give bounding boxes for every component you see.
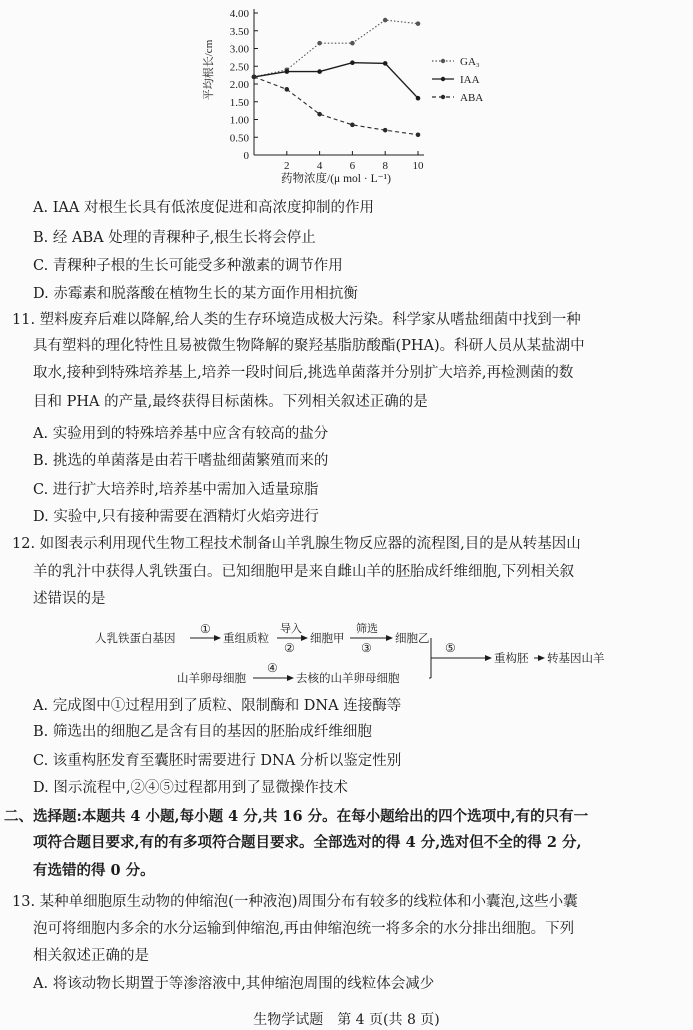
- x-tick-label: 2: [284, 160, 290, 172]
- flow-step-3: ③: [361, 641, 372, 655]
- y-tick-label: 3.00: [229, 43, 249, 56]
- q11-option-b: B. 挑选的单菌落是由若干嗜盐细菌繁殖而来的: [33, 453, 329, 469]
- data-point-ga: [350, 41, 355, 46]
- legend-marker-iaa: [441, 77, 445, 81]
- y-tick-label: 0: [243, 150, 249, 162]
- data-point-ga: [416, 21, 421, 26]
- x-axis-label: 药物浓度/(μ mol · L⁻¹): [281, 173, 391, 185]
- q13-stem-line-3: 相关叙述正确的是: [33, 948, 149, 964]
- flow-step-2: ②: [284, 641, 295, 655]
- y-tick-label: 2.00: [229, 79, 249, 91]
- section-2-line-1: 二、选择题:本题共 4 小题,每小题 4 分,共 16 分。在每小题给出的四个选项中,有的只有一: [4, 808, 589, 825]
- flow-plasmid: 重组质粒: [223, 631, 269, 645]
- data-point-aba: [252, 75, 257, 80]
- series-line-iaa: [254, 63, 418, 98]
- q12-option-a: A. 完成图中①过程用到了质粒、限制酶和 DNA 连接酶等: [33, 698, 402, 714]
- q10-option-a: A. IAA 对根生长具有低浓度促进和高浓度抑制的作用: [33, 200, 374, 216]
- q10-option-b: B. 经 ABA 处理的青稞种子,根生长将会停止: [33, 230, 316, 246]
- data-point-aba: [317, 112, 322, 117]
- q12-option-b: B. 筛选出的细胞乙是含有目的基因的胚胎成纤维细胞: [33, 724, 372, 740]
- flow-egg: 山羊卵母细胞: [177, 671, 246, 685]
- q11-stem-line-3: 取水,接种到特殊培养基上,培养一段时间后,挑选单菌落并分别扩大培养,再检测菌的数: [33, 365, 574, 381]
- q12-option-c: C. 该重构胚发育至囊胚时需要进行 DNA 分析以鉴定性别: [33, 753, 402, 769]
- flow-goat: 转基因山羊: [547, 651, 605, 665]
- q11-option-a: A. 实验用到的特殊培养基中应含有较高的盐分: [33, 426, 329, 442]
- data-point-iaa: [383, 61, 388, 66]
- q12-stem-line-2: 羊的乳汁中获得人乳铁蛋白。已知细胞甲是来自雌山羊的胚胎成纤维细胞,下列相关叙: [33, 564, 575, 580]
- q11-stem-line-4: 目和 PHA 的产量,最终获得目标菌株。下列相关叙述正确的是: [33, 394, 428, 410]
- y-tick-label: 3.50: [229, 25, 249, 38]
- q12-stem-line-3: 述错误的是: [33, 591, 106, 607]
- legend-label-ga: GA₃: [460, 56, 480, 68]
- flow-enucleated: 去核的山羊卵母细胞: [296, 671, 400, 685]
- legend-label-iaa: IAA: [460, 74, 480, 86]
- q11-option-d: D. 实验中,只有接种需要在酒精灯火焰旁进行: [33, 509, 319, 525]
- flow-gene: 人乳铁蛋白基因: [95, 631, 176, 645]
- section-2-line-2: 项符合题目要求,有的有多项符合题目要求。全部选对的得 4 分,选对但不全的得 2 分,: [33, 834, 582, 851]
- q10-option-d: D. 赤霉素和脱落酸在植物生长的某方面作用相抗衡: [33, 286, 358, 302]
- flow-introduce: 导入: [280, 622, 302, 635]
- flow-step-1: ①: [200, 622, 211, 636]
- flow-embryo: 重构胚: [494, 651, 529, 665]
- flow-screen: 筛选: [356, 622, 378, 635]
- q10-option-c: C. 青稞种子根的生长可能受多种激素的调节作用: [33, 258, 343, 274]
- legend-marker-ga: [441, 59, 445, 63]
- x-tick-label: 6: [349, 160, 356, 172]
- data-point-aba: [416, 132, 421, 137]
- data-point-iaa: [416, 96, 421, 101]
- page-footer: 生物学试题 第 4 页(共 8 页): [253, 1012, 440, 1028]
- legend-marker-aba: [441, 95, 445, 99]
- x-tick-label: 8: [382, 160, 388, 172]
- y-tick-label: 1.00: [229, 114, 249, 127]
- y-tick-label: 0.50: [229, 132, 249, 145]
- y-tick-label: 2.50: [229, 61, 249, 74]
- series-line-ga: [254, 20, 418, 77]
- data-point-iaa: [285, 69, 290, 74]
- y-tick-label: 4.00: [229, 8, 249, 20]
- data-point-aba: [350, 123, 355, 128]
- q11-stem-line-1: 11. 塑料废弃后难以降解,给人类的生存环境造成极大污染。科学家从嗜盐细菌中找到一种: [12, 312, 581, 328]
- flow-cell-b: 细胞乙: [395, 631, 430, 645]
- q11-option-c: C. 进行扩大培养时,培养基中需加入适量琼脂: [33, 482, 319, 498]
- root-length-chart: [150, 0, 510, 190]
- data-point-ga: [317, 41, 322, 46]
- section-2-line-3: 有选错的得 0 分。: [33, 862, 155, 879]
- y-tick-label: 1.50: [229, 96, 249, 109]
- data-point-ga: [383, 18, 388, 23]
- q13-stem-line-1: 13. 某种单细胞原生动物的伸缩泡(一种液泡)周围分布有较多的线粒体和小囊泡,这些小囊: [12, 894, 578, 910]
- flow-step-5: ⑤: [445, 641, 456, 655]
- flow-step-4: ④: [267, 661, 278, 675]
- flow-cell-a: 细胞甲: [310, 631, 345, 645]
- x-tick-label: 4: [316, 160, 323, 172]
- q12-stem-line-1: 12. 如图表示利用现代生物工程技术制备山羊乳腺生物反应器的流程图,目的是从转基因山: [12, 536, 581, 552]
- series-line-aba: [254, 77, 418, 135]
- data-point-iaa: [317, 69, 322, 74]
- q13-option-a: A. 将该动物长期置于等渗溶液中,其伸缩泡周围的线粒体会减少: [33, 976, 435, 992]
- x-tick-label: 10: [412, 160, 424, 172]
- q13-stem-line-2: 泡可将细胞内多余的水分运输到伸缩泡,再由伸缩泡统一将多余的水分排出细胞。下列: [33, 921, 575, 937]
- q12-option-d: D. 图示流程中,②④⑤过程都用到了显微操作技术: [33, 780, 348, 796]
- y-axis-label: 平均根长/cm: [203, 39, 215, 101]
- q11-stem-line-2: 具有塑料的理化特性且易被微生物降解的聚羟基脂肪酸酯(PHA)。科研人员从某盐湖中: [33, 338, 585, 354]
- data-point-aba: [285, 87, 290, 92]
- legend-label-aba: ABA: [460, 92, 484, 104]
- flow-diagram: [95, 608, 615, 692]
- data-point-aba: [383, 128, 388, 133]
- data-point-iaa: [350, 60, 355, 65]
